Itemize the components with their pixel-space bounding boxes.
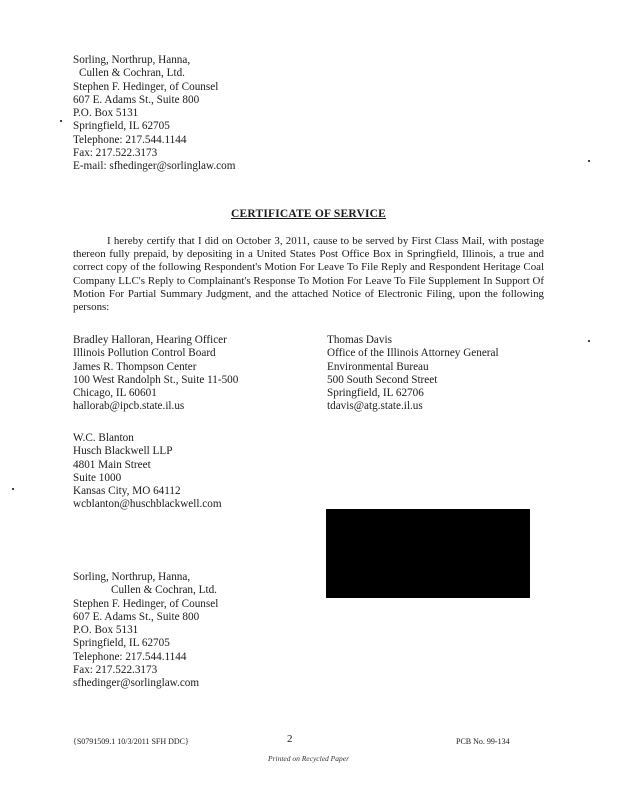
firm-name-line-2: Cullen & Cochran, Ltd. xyxy=(79,67,185,80)
po-box: P.O. Box 5131 xyxy=(73,624,139,637)
recipient-email: tdavis@atg.state.il.us xyxy=(327,400,423,413)
scan-speck xyxy=(12,488,14,490)
email: sfhedinger@sorlinglaw.com xyxy=(73,677,200,690)
case-number: PCB No. 99-134 xyxy=(456,737,510,746)
redacted-signature xyxy=(326,509,530,598)
attorney-name: Stephen F. Hedinger, of Counsel xyxy=(73,597,219,610)
recipient-line: Thomas Davis xyxy=(327,334,392,346)
recipient-line: James R. Thompson Center xyxy=(73,360,197,373)
sender-block-bottom xyxy=(73,571,218,691)
recipient-attorney-general xyxy=(327,334,499,414)
sender-block-top xyxy=(73,54,235,174)
recipient-line: 100 West Randolph St., Suite 11-500 xyxy=(73,373,239,386)
recipient-line: Suite 1000 xyxy=(73,471,122,484)
certification-paragraph: I hereby certify that I did on October 3, 2011, cause to be served by First Class Mail, with postage thereon fully prepaid, by depositing in a United States Post Office Box in Springfield, Illinois, a true and correct copy of the following Respondent's Motion For Leave To File Reply and Respondent Heritage Coal Company LLC's Reply to Complainant's Response To Motion For Leave To File Supplement In Support Of Motion For Partial Summary Judgment, and the attached Notice of Electronic Filing, upon the following persons: xyxy=(73,235,544,314)
recipient-line: 500 South Second Street xyxy=(327,373,438,386)
po-box: P.O. Box 5131 xyxy=(73,107,139,120)
page-number: 2 xyxy=(287,733,293,745)
document-id: {S0791509.1 10/3/2011 SFH DDC} xyxy=(73,737,189,746)
firm-name-line-2: Cullen & Cochran, Ltd. xyxy=(111,584,217,597)
recycled-paper-note: Printed on Recycled Paper xyxy=(267,754,349,763)
telephone: Telephone: 217.544.1144 xyxy=(73,650,187,663)
scan-speck xyxy=(588,160,590,162)
fax: Fax: 217.522.3173 xyxy=(73,664,158,677)
certificate-title: CERTIFICATE OF SERVICE xyxy=(230,208,387,220)
city-state-zip: Springfield, IL 62705 xyxy=(73,120,170,133)
street-address: 607 E. Adams St., Suite 800 xyxy=(73,93,200,106)
recipient-line: Husch Blackwell LLP xyxy=(73,445,173,458)
recipient-line: Office of the Illinois Attorney General xyxy=(327,347,499,360)
recipient-husch-blackwell xyxy=(73,432,222,512)
recipient-line: 4801 Main Street xyxy=(73,458,151,471)
scan-speck xyxy=(60,120,62,122)
recipient-hearing-officer xyxy=(73,334,238,414)
recipient-line: Kansas City, MO 64112 xyxy=(73,485,181,498)
recipient-line: Illinois Pollution Control Board xyxy=(73,347,216,360)
attorney-name: Stephen F. Hedinger, of Counsel xyxy=(73,80,219,93)
firm-name-line-1: Sorling, Northrup, Hanna, xyxy=(73,54,191,66)
recipient-email: hallorab@ipcb.state.il.us xyxy=(73,400,185,413)
telephone: Telephone: 217.544.1144 xyxy=(73,133,187,146)
recipient-line: Chicago, IL 60601 xyxy=(73,387,157,400)
recipient-line: Environmental Bureau xyxy=(327,360,429,373)
street-address: 607 E. Adams St., Suite 800 xyxy=(73,610,200,623)
recipient-line: Springfield, IL 62706 xyxy=(327,387,424,400)
recipient-line: W.C. Blanton xyxy=(73,432,134,444)
recipient-email: wcblanton@huschblackwell.com xyxy=(73,498,222,511)
firm-name-line-1: Sorling, Northrup, Hanna, xyxy=(73,571,191,583)
recipient-line: Bradley Halloran, Hearing Officer xyxy=(73,334,227,346)
city-state-zip: Springfield, IL 62705 xyxy=(73,637,170,650)
scan-speck xyxy=(588,340,590,342)
fax: Fax: 217.522.3173 xyxy=(73,147,158,160)
email: E-mail: sfhedinger@sorlinglaw.com xyxy=(73,160,236,173)
